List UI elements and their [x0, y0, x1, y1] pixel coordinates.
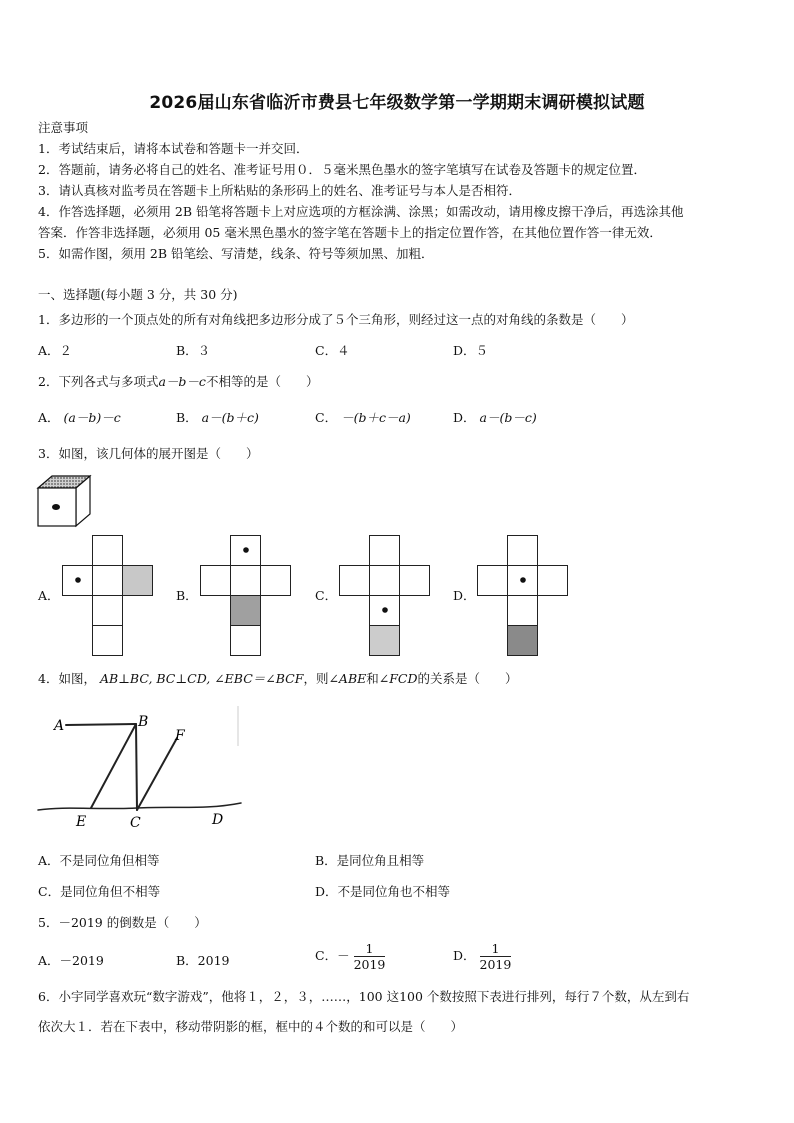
net-option-b [200, 535, 292, 657]
notice-item: 答案．作答非选择题，必须用 05 毫米黑色墨水的签字笔在答题卡上的指定位置作答，在其他位置作答一律无效． [38, 225, 662, 240]
q5-option-b: B．2019 [176, 953, 230, 968]
notice-item: 2．答题前，请务必将自己的姓名、准考证号用０．５毫米黑色墨水的签字笔填写在试卷及答题卡的规定位置． [38, 162, 646, 177]
question-4-stem: 4．如图， AB⊥BC, BC⊥CD, ∠EBC＝∠BCF，则∠ABE和∠FCD的关系是（ ） [38, 671, 518, 686]
q2-option-d: D． a－(b－c) [453, 410, 537, 425]
q2-option-b: B． a－(b＋c) [176, 410, 259, 425]
notice-item: 4．作答选择题，必须用 2B 铅笔将答题卡上对应选项的方框涂满、涂黑；如需改动，请用橡皮擦干净后，再选涂其他 [38, 204, 684, 219]
q2-option-a: A． (a－b)－c [38, 410, 121, 425]
q3-option-d: D． [453, 588, 476, 603]
net-option-d [477, 535, 569, 657]
q5-option-c: C．－ $\frac{1}{2019}$ [315, 941, 386, 972]
q4-option-b: B．是同位角且相等 [315, 853, 425, 868]
question-3-stem: 3．如图，该几何体的展开图是（ ） [38, 446, 259, 461]
label-f: F [175, 728, 185, 744]
q1-option-d: D．５ [453, 343, 489, 358]
label-d: D [212, 812, 224, 828]
label-a: A [54, 718, 65, 734]
q1-option-c: C．４ [315, 343, 350, 358]
notice-heading: 注意事项 [38, 120, 89, 135]
fraction: $\frac{1}{2019}$ [479, 941, 512, 972]
net-option-c [339, 535, 431, 657]
q4-option-d: D．不是同位角也不相等 [315, 884, 451, 899]
q5-option-d: D． $\frac{1}{2019}$ [453, 941, 512, 972]
cube-figure [36, 474, 96, 530]
label-b: B [138, 714, 149, 730]
fraction: $\frac{1}{2019}$ [353, 941, 386, 972]
q3-option-b: B． [176, 588, 198, 603]
net-option-a [62, 535, 154, 657]
q4-option-a: A．不是同位角但相等 [38, 853, 160, 868]
notice-item: 1．考试结束后，请将本试卷和答题卡一并交回． [38, 141, 309, 156]
section-heading: 一、选择题(每小题 3 分，共 30 分) [38, 287, 238, 302]
q1-option-a: A．２ [38, 343, 73, 358]
label-c: C [130, 815, 141, 831]
notice-item: 5．如需作图，须用 2B 铅笔绘、写清楚，线条、符号等须加黑、加粗． [38, 246, 434, 261]
question-2-stem: 2．下列各式与多项式a－b－c不相等的是（ ） [38, 374, 319, 389]
question-6-stem: 6．小宇同学喜欢玩“数字游戏”，他将１，２，３，……，100 这100 个数按照下表进行排列，每行７个数，从左到右 [38, 989, 690, 1004]
notice-item: 3．请认真核对监考员在答题卡上所粘贴的条形码上的姓名、准考证号与本人是否相符． [38, 183, 521, 198]
q5-option-a: A．－2019 [38, 953, 104, 968]
q3-option-c: C． [315, 588, 338, 603]
question-1-stem: 1．多边形的一个顶点处的所有对角线把多边形分成了５个三角形，则经过这一点的对角线的条数是（ ） [38, 312, 634, 327]
question-6-stem-cont: 依次大１．若在下表中，移动带阴影的框，框中的４个数的和可以是（ ） [38, 1019, 464, 1034]
q2-option-c: C． －(b＋c－a) [315, 410, 411, 425]
page-title: 2026届山东省临沂市费县七年级数学第一学期期末调研模拟试题 [149, 93, 645, 113]
q4-option-c: C．是同位角但不相等 [38, 884, 161, 899]
q1-option-b: B．３ [176, 343, 211, 358]
question-5-stem: 5．－2019 的倒数是（ ） [38, 915, 207, 930]
angle-figure [36, 706, 242, 832]
q3-option-a: A． [38, 588, 60, 603]
label-e: E [76, 814, 87, 830]
